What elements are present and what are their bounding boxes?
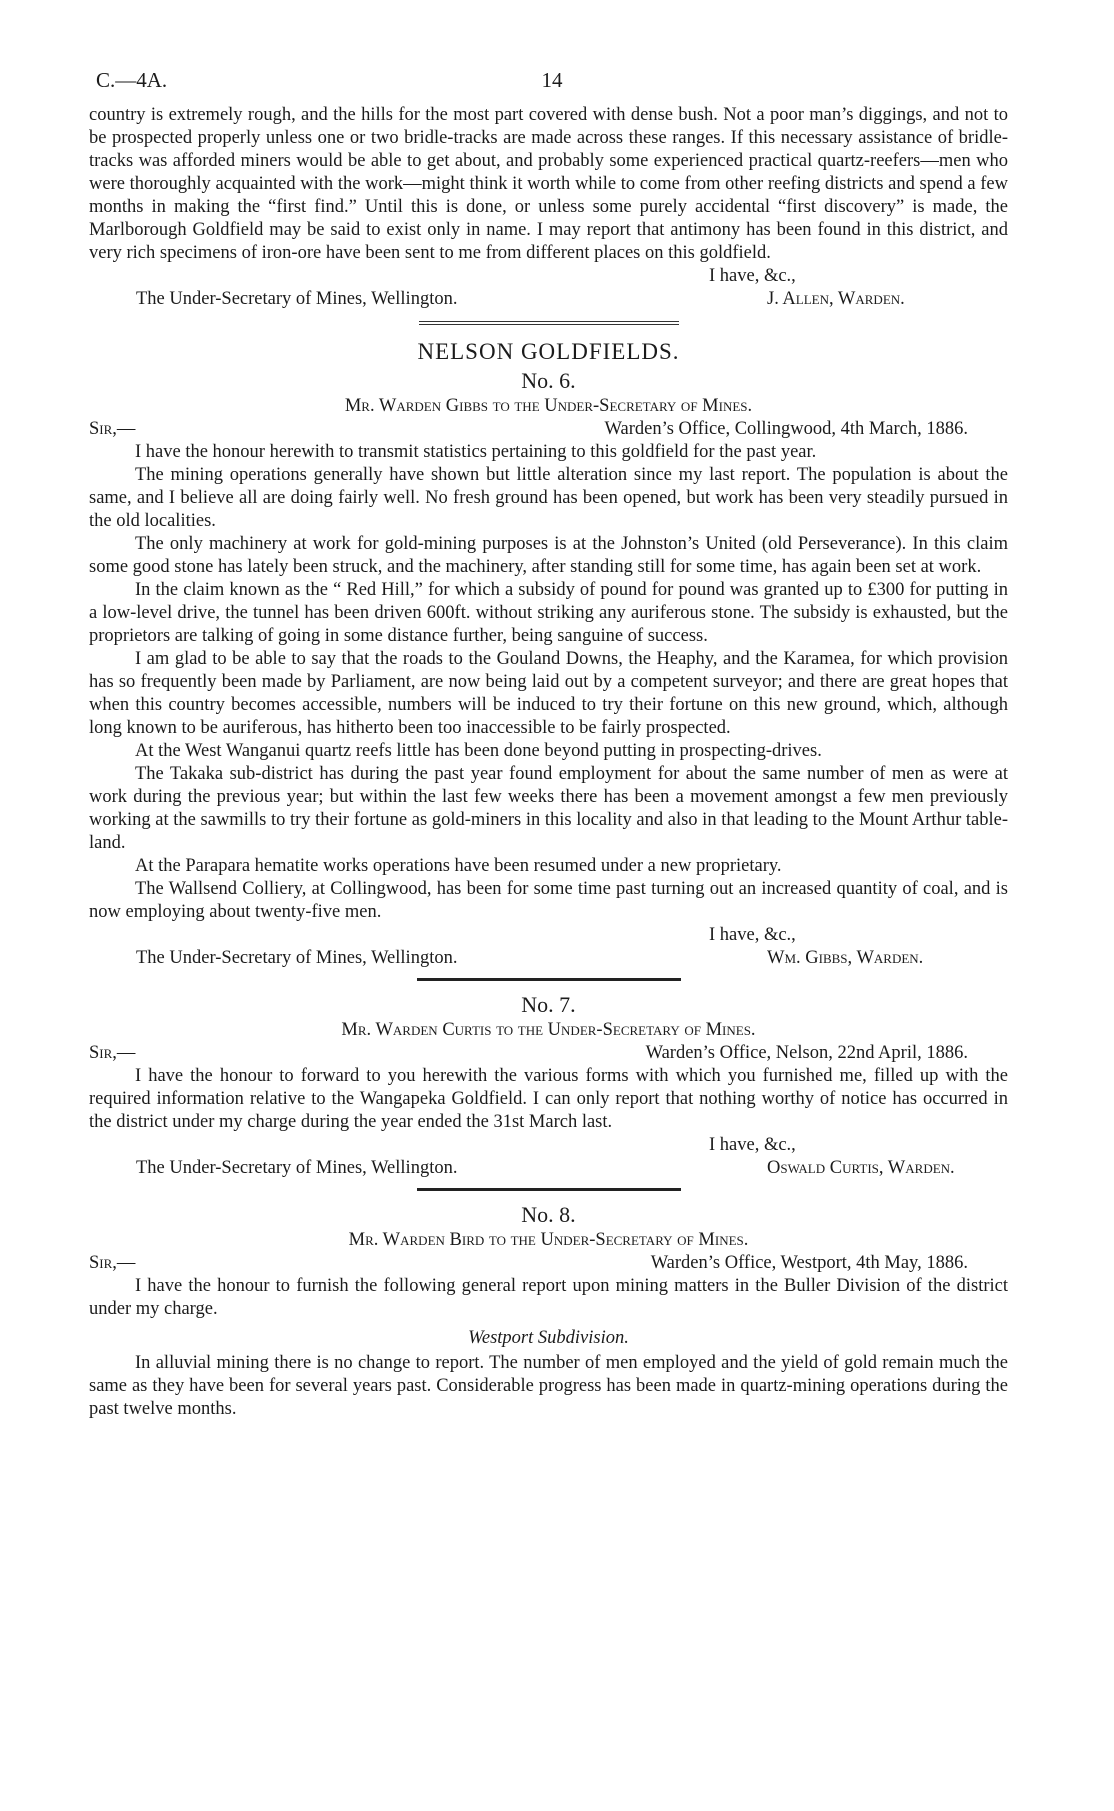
no7-closing: I have, &c., <box>709 1135 796 1155</box>
no6-paragraph: The Takaka sub-district has during the past year found employment for about the same number of men as were at work during the previous year; but within the last few weeks there has been a movement amongst a few men previously working at the sawmills to try their fortune as gold-miners in this locality and also in that leading to the Mount Arthur table-land. <box>89 764 1008 853</box>
page-body <box>89 104 1008 1421</box>
no6-office-date: Warden’s Office, Collingwood, 4th March, 1886. <box>604 419 968 439</box>
no6-paragraph: The Wallsend Colliery, at Collingwood, has been for some time past turning out an increased quantity of coal, and is now employing about twenty-five men. <box>89 879 1008 922</box>
no8-salutation: Sir,— <box>89 1253 136 1273</box>
divider-rule <box>417 978 681 981</box>
no6-from-line: Mr. Warden Gibbs to the Under-Secretary of Mines. <box>344 396 753 416</box>
no6-salutation-line <box>89 418 1008 441</box>
no7-office-date: Warden’s Office, Nelson, 22nd April, 1886. <box>645 1043 968 1063</box>
no7-signoff <box>89 1157 1008 1180</box>
no8-paragraph: I have the honour to furnish the following general report upon mining matters in the Buller Division of the district under my charge. <box>89 1276 1008 1319</box>
allen-addressee: The Under-Secretary of Mines, Wellington. <box>136 289 458 309</box>
no7-addressee: The Under-Secretary of Mines, Wellington. <box>136 1158 458 1178</box>
no6-salutation: Sir,— <box>89 419 136 439</box>
no6-number: No. 6. <box>521 368 576 393</box>
no8-number: No. 8. <box>521 1202 576 1227</box>
document-code: C.—4A. <box>96 68 168 92</box>
no6-signature: Wm. Gibbs, Warden. <box>767 948 924 968</box>
no8-salutation-line <box>89 1252 1008 1275</box>
no6-paragraph: The only machinery at work for gold-mining purposes is at the Johnston’s United (old Perseverance). In this claim some good stone has lately been struck, and the machinery, after standing still for some time, has again been set at work. <box>89 534 1008 577</box>
no8-from-line: Mr. Warden Bird to the Under-Secretary of Mines. <box>348 1230 749 1250</box>
no7-from-line: Mr. Warden Curtis to the Under-Secretary of Mines. <box>341 1020 756 1040</box>
no6-paragraph: At the Parapara hematite works operations have been resumed under a new proprietary. <box>135 856 782 876</box>
page-header <box>96 68 1008 98</box>
no8-paragraph: In alluvial mining there is no change to report. The number of men employed and the yield of gold remain much the same as they have been for several years past. Considerable progress has been made in quartz-mining operations during the past twelve months. <box>89 1353 1008 1419</box>
no7-signature: Oswald Curtis, Warden. <box>767 1158 955 1178</box>
no8-office-date: Warden’s Office, Westport, 4th May, 1886. <box>650 1253 968 1273</box>
no7-salutation-line <box>89 1042 1008 1065</box>
no6-closing: I have, &c., <box>709 925 796 945</box>
divider-rule <box>417 1188 681 1191</box>
no6-paragraph: I have the honour herewith to transmit statistics pertaining to this goldfield for the past year. <box>135 442 817 462</box>
no7-paragraph: I have the honour to forward to you herewith the various forms with which you furnished me, filled up with the required information relative to the Wangapeka Goldfield. I can only report that nothing worthy of notice has occurred in the district under my charge during the year ended the 31st March last. <box>89 1066 1008 1132</box>
no7-salutation: Sir,— <box>89 1043 136 1063</box>
allen-closing: I have, &c., <box>709 266 796 286</box>
no6-signoff <box>89 947 1008 970</box>
no6-paragraph: In the claim known as the “ Red Hill,” for which a subsidy of pound for pound was granted up to £300 for putting in a low-level drive, the tunnel has been driven 600ft. without striking any auriferous stone. The subsidy is exhausted, but the proprietors are talking of going in some distance further, being sanguine of success. <box>89 580 1008 646</box>
no7-number: No. 7. <box>521 992 576 1017</box>
allen-signature: J. Allen, Warden. <box>767 289 905 309</box>
section-title: NELSON GOLDFIELDS. <box>417 339 680 364</box>
no6-paragraph: At the West Wanganui quartz reefs little has been done beyond putting in prospecting-drives. <box>135 741 822 761</box>
no6-paragraph: The mining operations generally have shown but little alteration since my last report. The population is about the same, and I believe all are doing fairly well. No fresh ground has been opened, but work has been very steadily pursued in the old localities. <box>89 465 1008 531</box>
allen-paragraph: country is extremely rough, and the hills for the most part covered with dense bush. Not a poor man’s diggings, and not to be prospected properly unless one or two bridle-tracks are made across these ranges. If this necessary assistance of bridle-tracks was afforded miners would be able to get about, and probably some experienced practical quartz-reefers—men who were thoroughly acquainted with the work—might think it worth while to come from other reefing districts and spend a few months in making the “first find.” Until this is done, or unless some purely accidental “first discovery” is made, the Marlborough Goldfield may be said to exist only in name. I may report that antimony has been found in this district, and very rich specimens of iron-ore have been sent to me from different places on this goldfield. <box>89 105 1008 263</box>
no6-addressee: The Under-Secretary of Mines, Wellington. <box>136 948 458 968</box>
section-divider <box>419 321 679 325</box>
no8-subheading: Westport Subdivision. <box>468 1328 629 1348</box>
allen-signoff <box>89 288 1008 311</box>
no6-paragraph: I am glad to be able to say that the roads to the Gouland Downs, the Heaphy, and the Karamea, for which provision has so frequently been made by Parliament, are now being laid out by a competent surveyor; and there are great hopes that when this country becomes accessible, numbers will be induced to try their fortune on this new ground, which, although long known to be auriferous, has hitherto been too inaccessible to be fairly prospected. <box>89 649 1008 738</box>
page-number: 14 <box>541 68 563 92</box>
